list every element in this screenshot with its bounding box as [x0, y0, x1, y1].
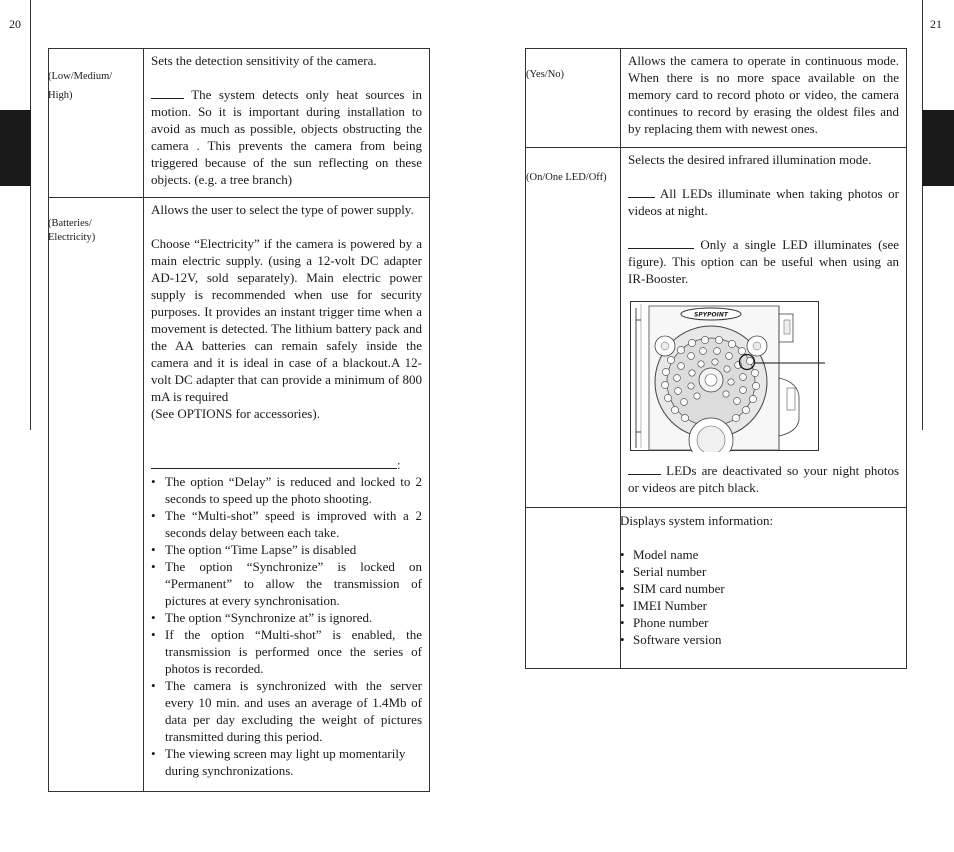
- continuous-description: [628, 52, 899, 137]
- continuous-paragraph: Allows the camera to operate in continuous mode. When there is no more space available on the memory card to record photo or video, the camera continues to record by erasing the oldest files and by replacing them with newest ones.: [628, 53, 899, 136]
- list-item: • Serial number: [620, 563, 900, 580]
- table-divider: [48, 197, 430, 198]
- infrared-off-text: LEDs are deactivated so your night photos or videos are pitch black.: [628, 463, 900, 495]
- list-item: • The option “Synchronize at” is ignored.: [151, 609, 422, 626]
- power-accessories-ref: (See OPTIONS for accessories).: [151, 406, 320, 421]
- term-underline: [628, 238, 694, 249]
- sensitivity-intro: Sets the detection sensitivity of the camera.: [151, 53, 377, 68]
- table-divider: [525, 147, 907, 148]
- infrared-one-led-text: Only a single LED illuminates (see figure). This option can be useful when using an IR-Booster.: [628, 237, 900, 286]
- continuous-options: (Yes/No): [526, 69, 565, 80]
- list-item: • SIM card number: [620, 580, 900, 597]
- infrared-on-text: All LEDs illuminate when taking photos or videos at night.: [628, 186, 899, 218]
- power-intro: Allows the user to select the type of power supply.: [151, 202, 414, 217]
- list-item: • The “Multi-shot” speed is improved with a 2 seconds delay between each take.: [151, 507, 422, 541]
- chapter-tab-right: [922, 110, 954, 186]
- power-paragraph: Choose “Electricity” if the camera is powered by a main electric supply. (using a 12-volt DC adapter AD-12V, sold separately). Main electric power supply is recommended when use for security purposes. It provides an instant trigger time when a movement is detected. The lithium battery pack and the AA batteries can remain safely inside the camera and it is ideal in case of a blackout.A 12-volt DC adapter that can provide a minimum of 800 mA is required: [151, 236, 422, 404]
- page-number-right: 21: [930, 17, 942, 31]
- sensitivity-description: [151, 52, 422, 188]
- heading-underline: [151, 458, 397, 469]
- info-item-list: [620, 546, 900, 648]
- infrared-off-description: [628, 462, 899, 496]
- term-underline: [151, 88, 184, 99]
- heading-colon: :: [397, 457, 401, 472]
- list-item: • The camera is synchronized with the server every 10 min. and uses an average of 1.4Mb of data per day excluding the weight of pictures transmitted during this period.: [151, 677, 422, 745]
- list-item: • IMEI Number: [620, 597, 900, 614]
- term-underline: [628, 187, 655, 198]
- chapter-tab-left: [0, 110, 31, 186]
- electricity-bullet-list: [151, 473, 422, 779]
- info-description: [620, 512, 900, 648]
- table-divider: [525, 507, 907, 508]
- camera-led-figure: [629, 300, 829, 452]
- list-item: • The option “Synchronize” is locked on “Permanent” to allow the transmission of pictures at every synchronisation.: [151, 558, 422, 609]
- table-divider: [143, 48, 144, 792]
- list-item: • Phone number: [620, 614, 900, 631]
- page-margin-line-left: [30, 0, 31, 430]
- page-margin-line-right: [922, 0, 923, 430]
- figure-logo-text: SPYPOINT: [694, 311, 728, 319]
- power-description: [151, 201, 422, 779]
- infrared-intro: Selects the desired infrared illumination mode.: [628, 152, 872, 167]
- list-item: • The option “Time Lapse” is disabled: [151, 541, 422, 558]
- sensitivity-options: (Low/Medium/ High): [48, 71, 113, 101]
- infrared-description: [628, 151, 899, 287]
- power-options: (Batteries/ Electricity): [48, 218, 96, 243]
- page-number-left: 20: [9, 17, 21, 31]
- term-underline: [628, 464, 661, 475]
- info-intro: Displays system information:: [620, 513, 774, 528]
- sensitivity-paragraph: The system detects only heat sources in motion. So it is important during installation to avoid as much as possible, objects obstructing the camera . This prevents the camera from being triggered because of the sun reflecting on these objects. (e.g. a tree branch): [151, 87, 422, 187]
- list-item: • Model name: [620, 546, 900, 563]
- list-item: • The viewing screen may light up momentarily during synchronizations.: [151, 745, 422, 779]
- list-item: • If the option “Multi-shot” is enabled, the transmission is performed once the series of photos is recorded.: [151, 626, 422, 677]
- infrared-options: (On/One LED/Off): [526, 172, 607, 183]
- list-item: • Software version: [620, 631, 900, 648]
- list-item: • The option “Delay” is reduced and locked to 2 seconds to speed up the photo shooting.: [151, 473, 422, 507]
